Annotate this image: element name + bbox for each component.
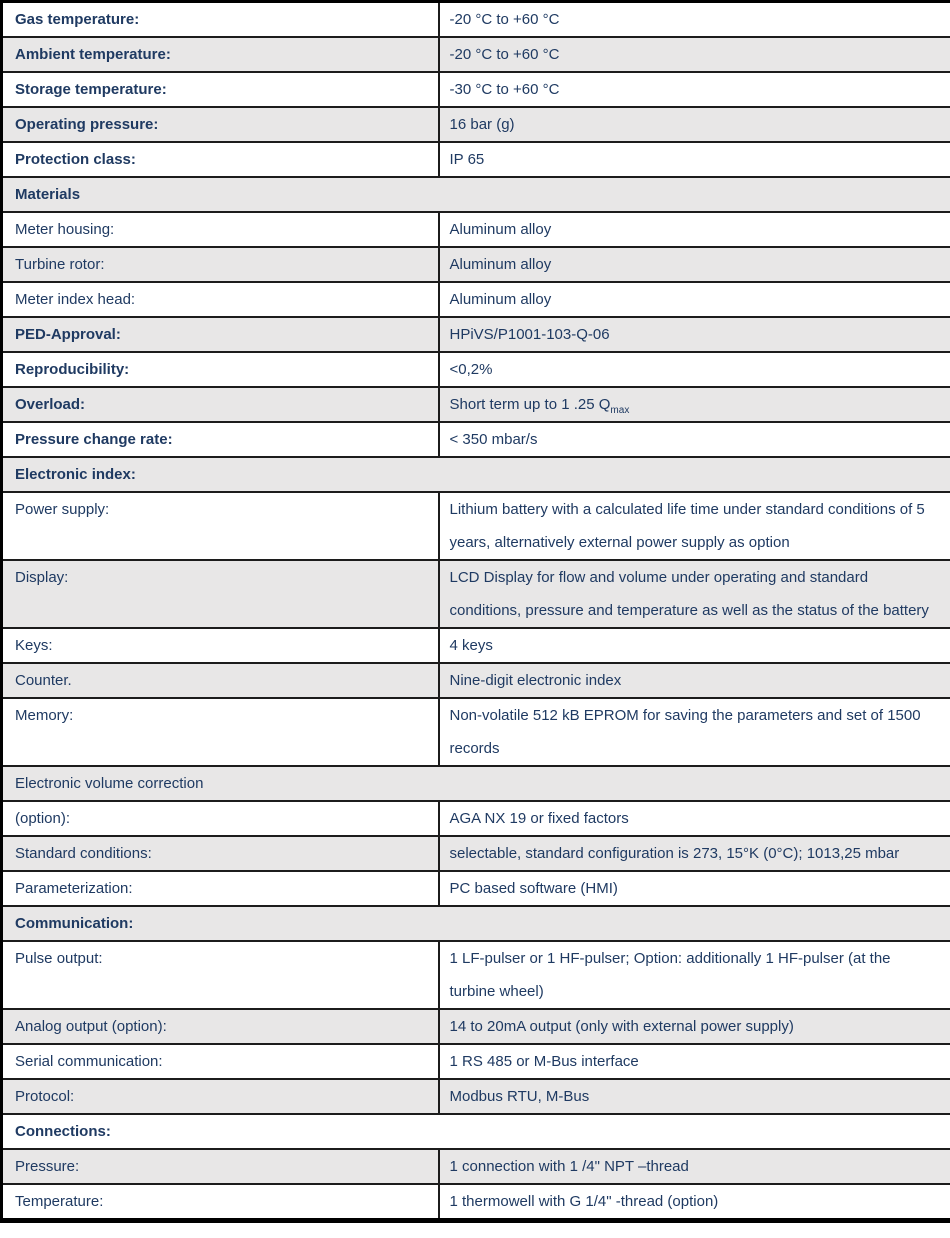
table-row <box>2 871 950 906</box>
spec-table-body <box>2 2 950 1221</box>
spec-value-text: 4 keys <box>449 637 493 654</box>
spec-value-text: < 350 mbar/s <box>449 431 538 448</box>
spec-label: Turbine rotor: <box>2 247 439 282</box>
spec-value-text: IP 65 <box>449 151 485 168</box>
section-row <box>2 766 950 801</box>
spec-value-text: 1 RS 485 or M-Bus interface <box>449 1053 639 1070</box>
spec-label: Power supply: <box>2 492 439 560</box>
table-row <box>2 37 950 72</box>
table-row <box>2 801 950 836</box>
spec-value-text: PC based software (HMI) <box>449 880 618 897</box>
spec-value <box>439 1149 950 1184</box>
spec-value <box>439 142 950 177</box>
spec-value-subscript: max <box>610 405 630 416</box>
spec-value <box>439 317 950 352</box>
spec-value <box>439 1044 950 1079</box>
spec-label: Memory: <box>2 698 439 766</box>
spec-label: PED-Approval: <box>2 317 439 352</box>
spec-value-text: AGA NX 19 or fixed factors <box>449 810 629 827</box>
table-row <box>2 387 950 422</box>
spec-label: Analog output (option): <box>2 1009 439 1044</box>
spec-value <box>439 492 950 560</box>
spec-value-text: HPiVS/P1001-103-Q-06 <box>449 326 610 343</box>
spec-label: Parameterization: <box>2 871 439 906</box>
spec-label: Standard conditions: <box>2 836 439 871</box>
spec-value <box>439 560 950 628</box>
spec-value <box>439 801 950 836</box>
spec-value <box>439 663 950 698</box>
spec-value-text: 1 LF-pulser or 1 HF-pulser; Option: additionally 1 HF-pulser (at the turbine wheel) <box>449 950 891 1000</box>
table-row <box>2 282 950 317</box>
spec-value-text: -20 °C to +60 °C <box>449 11 560 28</box>
section-header: Electronic index: <box>2 457 950 492</box>
section-header: Communication: <box>2 906 950 941</box>
spec-value <box>439 72 950 107</box>
spec-value <box>439 941 950 1009</box>
spec-label: Temperature: <box>2 1184 439 1221</box>
table-row <box>2 941 950 1009</box>
spec-value <box>439 352 950 387</box>
table-row <box>2 663 950 698</box>
spec-value-text: -30 °C to +60 °C <box>449 81 560 98</box>
table-row <box>2 1184 950 1221</box>
spec-value-text: selectable, standard configuration is 273, 15°K (0°C); 1013,25 mbar <box>449 845 900 862</box>
spec-label: Protection class: <box>2 142 439 177</box>
section-header: Materials <box>2 177 950 212</box>
spec-value-text: -20 °C to +60 °C <box>449 46 560 63</box>
section-row <box>2 906 950 941</box>
table-row <box>2 352 950 387</box>
spec-value-text: Nine-digit electronic index <box>449 672 622 689</box>
table-row <box>2 1079 950 1114</box>
spec-label: Protocol: <box>2 1079 439 1114</box>
spec-value <box>439 37 950 72</box>
spec-value-text: Short term up to 1 .25 Q <box>449 396 611 413</box>
spec-value-text: Modbus RTU, M-Bus <box>449 1088 590 1105</box>
spec-value <box>439 387 950 422</box>
spec-value-text: Aluminum alloy <box>449 256 552 273</box>
table-row <box>2 492 950 560</box>
spec-label: Storage temperature: <box>2 72 439 107</box>
spec-label: Ambient temperature: <box>2 37 439 72</box>
spec-label: Keys: <box>2 628 439 663</box>
table-row <box>2 2 950 38</box>
table-row <box>2 212 950 247</box>
section-row <box>2 457 950 492</box>
spec-label: Pressure: <box>2 1149 439 1184</box>
spec-value-text: Aluminum alloy <box>449 221 552 238</box>
section-header: Connections: <box>2 1114 950 1149</box>
section-header: Electronic volume correction <box>2 766 950 801</box>
spec-value-text: Aluminum alloy <box>449 291 552 308</box>
table-row <box>2 72 950 107</box>
table-row <box>2 107 950 142</box>
table-row <box>2 836 950 871</box>
table-row <box>2 142 950 177</box>
spec-label: Display: <box>2 560 439 628</box>
table-row <box>2 1044 950 1079</box>
table-row <box>2 1149 950 1184</box>
spec-value <box>439 1184 950 1221</box>
table-row <box>2 628 950 663</box>
spec-value <box>439 698 950 766</box>
spec-value-text: 16 bar (g) <box>449 116 515 133</box>
spec-value-text: 1 connection with 1 /4" NPT –thread <box>449 1158 689 1175</box>
table-row <box>2 1009 950 1044</box>
spec-value <box>439 212 950 247</box>
spec-value <box>439 247 950 282</box>
spec-label: Operating pressure: <box>2 107 439 142</box>
spec-label: Pressure change rate: <box>2 422 439 457</box>
spec-label: Overload: <box>2 387 439 422</box>
spec-value-text: 1 thermowell with G 1/4" -thread (option) <box>449 1193 719 1210</box>
spec-value-text: Lithium battery with a calculated life time under standard conditions of 5 years, alternatively external power supply as option <box>449 501 925 551</box>
spec-value-text: LCD Display for flow and volume under operating and standard conditions, pressure and temperature as well as the status of the battery <box>449 569 929 619</box>
spec-value <box>439 282 950 317</box>
spec-value <box>439 836 950 871</box>
table-row <box>2 317 950 352</box>
spec-label: Counter. <box>2 663 439 698</box>
spec-value-text: <0,2% <box>449 361 493 378</box>
table-row <box>2 560 950 628</box>
spec-label: (option): <box>2 801 439 836</box>
spec-value <box>439 1009 950 1044</box>
spec-value <box>439 1079 950 1114</box>
spec-label: Meter housing: <box>2 212 439 247</box>
spec-value-text: Non-volatile 512 kB EPROM for saving the parameters and set of 1500 records <box>449 707 921 757</box>
spec-label: Gas temperature: <box>2 2 439 38</box>
table-row <box>2 422 950 457</box>
table-row <box>2 698 950 766</box>
spec-value <box>439 422 950 457</box>
spec-label: Pulse output: <box>2 941 439 1009</box>
spec-value <box>439 2 950 38</box>
section-row <box>2 177 950 212</box>
spec-label: Meter index head: <box>2 282 439 317</box>
table-row <box>2 247 950 282</box>
spec-value-text: 14 to 20mA output (only with external power supply) <box>449 1018 794 1035</box>
spec-value <box>439 107 950 142</box>
spec-label: Reproducibility: <box>2 352 439 387</box>
spec-value <box>439 628 950 663</box>
spec-label: Serial communication: <box>2 1044 439 1079</box>
spec-value <box>439 871 950 906</box>
section-row <box>2 1114 950 1149</box>
